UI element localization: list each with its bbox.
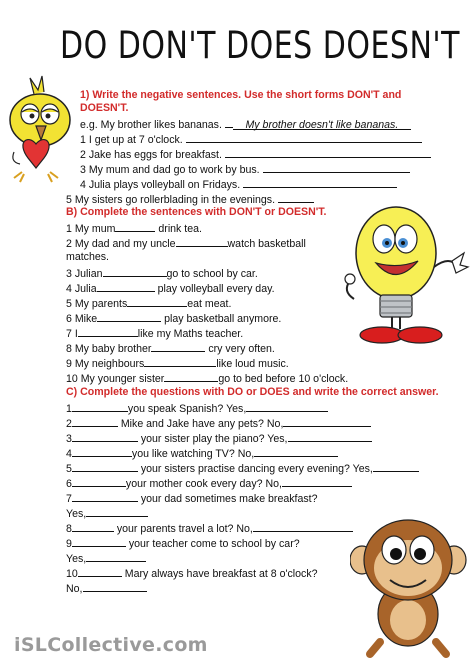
bird-with-heart-icon bbox=[6, 72, 78, 184]
answer-blank[interactable] bbox=[127, 296, 187, 307]
section3-instruction: C) Complete the questions with DO or DOES and write the correct answer. bbox=[66, 386, 439, 398]
s3-item-6: 6 your mother cook every day? No, bbox=[66, 476, 352, 491]
answer-blank[interactable] bbox=[176, 236, 228, 247]
s2-item-3: 3 Julian go to school by car. bbox=[66, 268, 258, 280]
answer-blank[interactable] bbox=[97, 311, 161, 322]
answer-blank[interactable] bbox=[72, 461, 138, 472]
answer-blank[interactable] bbox=[72, 446, 132, 457]
answer-blank[interactable] bbox=[72, 536, 126, 547]
s2-item-10: 10 My younger sister go to bed before 10 o'clock. bbox=[66, 373, 349, 385]
s2-item-2-cont: matches. bbox=[66, 251, 109, 263]
footer-brand: iSLCollective.com bbox=[14, 634, 208, 656]
answer-blank[interactable] bbox=[72, 491, 138, 502]
s3-item-3: 3 your sister play the piano? Yes, bbox=[66, 431, 372, 446]
example-blank-lead bbox=[225, 117, 233, 128]
answer-blank[interactable] bbox=[186, 132, 422, 143]
answer-blank[interactable] bbox=[72, 431, 138, 442]
answer-blank[interactable] bbox=[263, 162, 410, 173]
s2-item-5: 5 My parents eat meat. bbox=[66, 298, 232, 310]
answer-blank[interactable] bbox=[225, 147, 431, 158]
answer-blank[interactable] bbox=[86, 551, 146, 562]
answer-blank[interactable] bbox=[253, 521, 353, 532]
lightbulb-character-icon bbox=[340, 195, 472, 345]
s3-item-7: 7 your dad sometimes make breakfast? bbox=[66, 493, 318, 505]
s3-item-5: 5 your sisters practise dancing every evening? Yes, bbox=[66, 461, 419, 476]
answer-blank[interactable] bbox=[72, 401, 128, 412]
answer-blank[interactable] bbox=[78, 566, 122, 577]
answer-blank[interactable] bbox=[151, 341, 205, 352]
s2-item-4: 4 Julia play volleyball every day. bbox=[66, 283, 275, 295]
answer-blank[interactable] bbox=[246, 401, 328, 412]
s2-item-8: 8 My baby brother cry very often. bbox=[66, 343, 275, 355]
answer-blank[interactable] bbox=[78, 326, 138, 337]
s3-item-9: 9 your teacher come to school by car? bbox=[66, 538, 300, 550]
section1-instruction-line2: DOESN'T. bbox=[80, 102, 129, 114]
answer-blank[interactable] bbox=[72, 416, 118, 427]
answer-blank[interactable] bbox=[278, 192, 314, 203]
s1-item-3: 3 My mum and dad go to work by bus. bbox=[80, 162, 410, 177]
answer-blank[interactable] bbox=[72, 521, 114, 532]
answer-blank[interactable] bbox=[83, 581, 147, 592]
answer-blank[interactable] bbox=[115, 221, 155, 232]
answer-blank[interactable] bbox=[243, 177, 397, 188]
answer-blank[interactable] bbox=[86, 506, 148, 517]
s2-item-7: 7 I like my Maths teacher. bbox=[66, 328, 244, 340]
answer-blank[interactable] bbox=[282, 476, 352, 487]
s1-item-2: 2 Jake has eggs for breakfast. bbox=[80, 147, 431, 162]
answer-blank[interactable] bbox=[103, 266, 167, 277]
answer-blank[interactable] bbox=[97, 281, 155, 292]
s3-item-10: 10 Mary always have breakfast at 8 o'clock? bbox=[66, 568, 318, 580]
s1-item-4: 4 Julia plays volleyball on Fridays. bbox=[80, 177, 397, 192]
example-prompt: e.g. My brother likes bananas. bbox=[80, 119, 222, 131]
s3-item-2: 2 Mike and Jake have any pets? No, bbox=[66, 416, 371, 431]
s2-item-9: 9 My neighbours like loud music. bbox=[66, 358, 289, 370]
s2-item-2: 2 My dad and my uncle watch basketball bbox=[66, 238, 306, 250]
s1-item-5: 5 My sisters go rollerblading in the evenings. bbox=[66, 192, 314, 207]
s3-item-10-answer: No, bbox=[66, 581, 147, 596]
monkey-character-icon bbox=[350, 508, 468, 658]
s3-item-4: 4 you like watching TV? No, bbox=[66, 446, 338, 461]
answer-blank[interactable] bbox=[288, 431, 372, 442]
s2-item-6: 6 Mike play basketball anymore. bbox=[66, 313, 282, 325]
example-sentence bbox=[80, 117, 411, 132]
section1-instruction-line1: 1) Write the negative sentences. Use the short forms DON'T and bbox=[80, 89, 402, 101]
answer-blank[interactable] bbox=[164, 371, 218, 382]
s3-item-1: 1 you speak Spanish? Yes, bbox=[66, 401, 328, 416]
example-answer: My brother doesn't like bananas. bbox=[233, 119, 411, 130]
s3-item-9-answer: Yes, bbox=[66, 551, 146, 566]
s3-item-8: 8 your parents travel a lot? No, bbox=[66, 521, 353, 536]
answer-blank[interactable] bbox=[72, 476, 126, 487]
answer-blank[interactable] bbox=[144, 356, 216, 367]
answer-blank[interactable] bbox=[254, 446, 338, 457]
s1-item-1: 1 I get up at 7 o'clock. bbox=[80, 132, 422, 147]
s3-item-7-answer: Yes, bbox=[66, 506, 148, 521]
s2-item-1: 1 My mum drink tea. bbox=[66, 223, 202, 235]
answer-blank[interactable] bbox=[373, 461, 419, 472]
page-title: DO DON'T DOES DOESN'T bbox=[60, 24, 460, 68]
answer-blank[interactable] bbox=[283, 416, 371, 427]
section2-instruction: B) Complete the sentences with DON'T or DOESN'T. bbox=[66, 206, 327, 218]
